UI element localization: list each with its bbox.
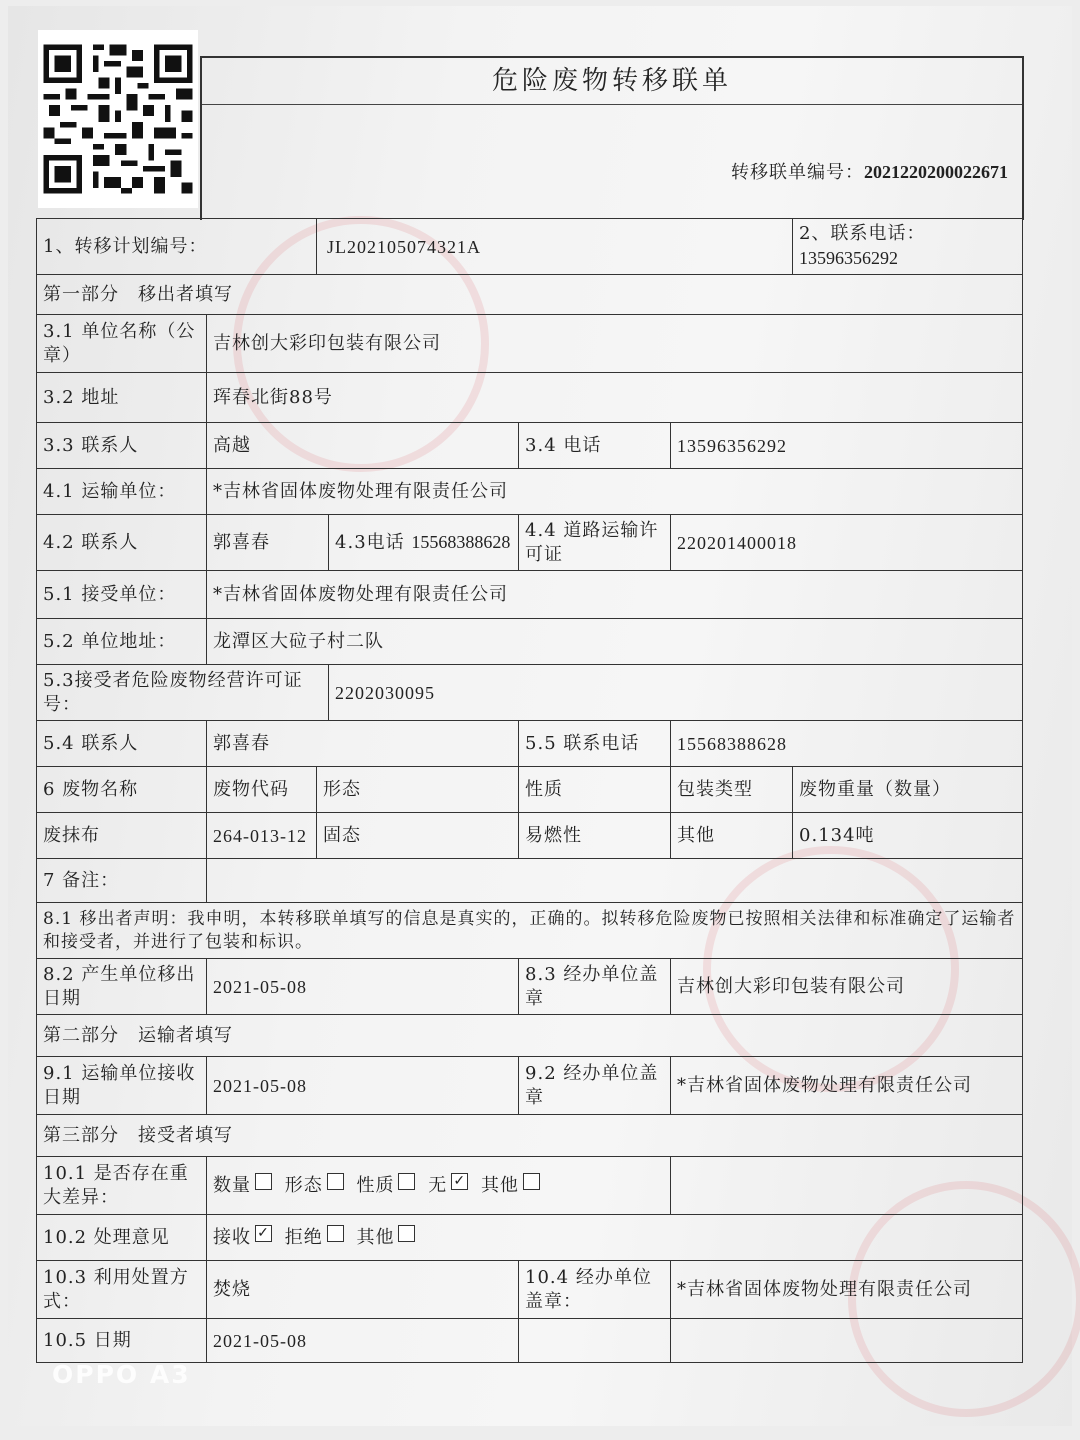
contact-phone-label: 3.4 电话 — [519, 423, 671, 469]
waste-state-header: 形态 — [317, 767, 519, 813]
option-accept-label: 接收 — [213, 1226, 251, 1248]
waste-name-header: 6 废物名称 — [37, 767, 207, 813]
unit-name-label: 3.1 单位名称（公章） — [37, 315, 207, 373]
row-10-5 — [37, 1319, 1023, 1363]
receiver-address-label: 5.2 单位地址： — [37, 619, 207, 665]
row-7 — [37, 859, 1023, 903]
receiver-phone-value: 15568388628 — [671, 721, 1023, 767]
serial-value: 2021220200022671 — [864, 162, 1008, 182]
part-2-header — [37, 1015, 1023, 1057]
row-8-1 — [37, 903, 1023, 959]
option-quantity-label: 数量 — [213, 1174, 251, 1196]
address-value: 珲春北街88号 — [207, 373, 1023, 423]
option-other-label: 其他 — [480, 1174, 519, 1196]
form-row-1 — [37, 219, 1023, 275]
option-accept-checkbox[interactable]: ✓ — [255, 1225, 272, 1242]
option-form-label: 形态 — [284, 1174, 323, 1196]
header-box — [200, 56, 1024, 220]
road-permit-label: 4.4 道路运输许可证 — [519, 515, 671, 571]
option-reject-checkbox[interactable] — [327, 1225, 344, 1242]
phone-value: 13596356292 — [799, 248, 899, 268]
disposal-method-label: 10.3 利用处置方式： — [37, 1261, 207, 1319]
opinion-label: 10.2 处理意见 — [37, 1215, 207, 1261]
address-label: 3.2 地址 — [37, 373, 207, 423]
contact-label: 3.3 联系人 — [37, 423, 207, 469]
date-label: 10.5 日期 — [37, 1319, 207, 1363]
row-3-2 — [37, 373, 1023, 423]
waste-header-row — [37, 767, 1023, 813]
row-8-2 — [37, 959, 1023, 1015]
receiver-label: 5.1 接受单位： — [37, 571, 207, 619]
receiver-contact-label: 5.4 联系人 — [37, 721, 207, 767]
serial-label: 转移联单编号： — [731, 162, 864, 183]
option-none-label: 无 — [428, 1174, 448, 1196]
option-form-checkbox[interactable] — [327, 1173, 344, 1190]
option-opinion-other-checkbox[interactable] — [398, 1225, 415, 1242]
waste-property-value: 易燃性 — [519, 813, 671, 859]
part-2-title: 第二部分 运输者填写 — [37, 1015, 1023, 1057]
opinion-options — [207, 1215, 1023, 1261]
waste-data-row — [37, 813, 1023, 859]
difference-label: 10.1 是否存在重大差异： — [37, 1157, 207, 1215]
part-1-title: 第一部分 移出者填写 — [37, 275, 1023, 315]
phone-label: 2、联系电话： — [799, 223, 926, 244]
row-5-2 — [37, 619, 1023, 665]
disposal-method-value: 焚烧 — [207, 1261, 519, 1319]
packaging-value: 其他 — [671, 813, 793, 859]
part-1-header — [37, 275, 1023, 315]
license-label: 5.3接受者危险废物经营许可证号： — [37, 665, 329, 721]
transport-unit-label: 4.1 运输单位： — [37, 469, 207, 515]
camera-watermark: OPPO A3 — [52, 1360, 191, 1389]
part-3-header — [37, 1115, 1023, 1157]
transport-receive-date-label: 9.1 运输单位接收日期 — [37, 1057, 207, 1115]
row-10-2 — [37, 1215, 1023, 1261]
row-4-2 — [37, 515, 1023, 571]
waste-weight-value: 0.134吨 — [793, 813, 1023, 859]
option-none-checkbox[interactable]: ✓ — [451, 1173, 468, 1190]
road-permit-value: 220201400018 — [671, 515, 1023, 571]
plan-number-label: 1、转移计划编号： — [37, 219, 317, 275]
option-opinion-other-label: 其他 — [356, 1226, 395, 1248]
title-divider — [202, 104, 1022, 105]
transfer-form-table — [36, 218, 1023, 1363]
option-property-checkbox[interactable] — [398, 1173, 415, 1190]
row-5-4 — [37, 721, 1023, 767]
transport-unit-value: *吉林省固体废物处理有限责任公司 — [207, 469, 1023, 515]
waste-property-header: 性质 — [519, 767, 671, 813]
remarks-value — [207, 859, 1023, 903]
row-4-1 — [37, 469, 1023, 515]
waste-weight-header: 废物重量（数量） — [793, 767, 1023, 813]
option-other-checkbox[interactable] — [523, 1173, 540, 1190]
date-value: 2021-05-08 — [207, 1319, 519, 1363]
seal-8-3-value: 吉林创大彩印包装有限公司 — [671, 959, 1023, 1015]
receiver-contact-value: 郭喜春 — [207, 721, 519, 767]
row-3-3 — [37, 423, 1023, 469]
transport-phone-value: 15568388628 — [411, 532, 511, 552]
date-empty-2 — [671, 1319, 1023, 1363]
unit-name-value: 吉林创大彩印包装有限公司 — [207, 315, 1023, 373]
document-title: 危险废物转移联单 — [491, 66, 732, 96]
option-quantity-checkbox[interactable] — [255, 1173, 272, 1190]
row-5-3 — [37, 665, 1023, 721]
difference-empty — [671, 1157, 1023, 1215]
waste-code-header: 废物代码 — [207, 767, 317, 813]
plan-number-value: JL202105074321A — [317, 219, 793, 275]
option-reject-label: 拒绝 — [284, 1226, 323, 1248]
phone-cell — [793, 219, 1023, 275]
seal-8-3-label: 8.3 经办单位盖章 — [519, 959, 671, 1015]
serial-number — [731, 158, 1008, 184]
transport-contact-label: 4.2 联系人 — [37, 515, 207, 571]
license-value: 2202030095 — [329, 665, 1023, 721]
packaging-header: 包装类型 — [671, 767, 793, 813]
waste-code-value: 264-013-12 — [207, 813, 317, 859]
qr-code — [38, 30, 198, 208]
contact-phone-value: 13596356292 — [671, 423, 1023, 469]
seal-9-2-value: *吉林省固体废物处理有限责任公司 — [671, 1057, 1023, 1115]
row-5-1 — [37, 571, 1023, 619]
difference-options — [207, 1157, 671, 1215]
row-10-3 — [37, 1261, 1023, 1319]
date-empty-1 — [519, 1319, 671, 1363]
transport-phone-label: 4.3电话 — [335, 532, 405, 553]
waste-name-value: 废抹布 — [37, 813, 207, 859]
seal-10-4-label: 10.4 经办单位盖章： — [519, 1261, 671, 1319]
receiver-phone-label: 5.5 联系电话 — [519, 721, 671, 767]
removal-date-value: 2021-05-08 — [207, 959, 519, 1015]
row-3-1 — [37, 315, 1023, 373]
seal-9-2-label: 9.2 经办单位盖章 — [519, 1057, 671, 1115]
seal-10-4-value: *吉林省固体废物处理有限责任公司 — [671, 1261, 1023, 1319]
removal-date-label: 8.2 产生单位移出日期 — [37, 959, 207, 1015]
row-10-1 — [37, 1157, 1023, 1215]
transport-receive-date-value: 2021-05-08 — [207, 1057, 519, 1115]
transport-phone-cell — [329, 515, 519, 571]
receiver-address-value: 龙潭区大砬子村二队 — [207, 619, 1023, 665]
waste-state-value: 固态 — [317, 813, 519, 859]
option-property-label: 性质 — [356, 1174, 395, 1196]
part-3-title: 第三部分 接受者填写 — [37, 1115, 1023, 1157]
transport-contact-value: 郭喜春 — [207, 515, 329, 571]
receiver-value: *吉林省固体废物处理有限责任公司 — [207, 571, 1023, 619]
declaration-text: 8.1 移出者声明：我申明，本转移联单填写的信息是真实的，正确的。拟转移危险废物已按照相关法律和标准确定了运输者和接受者，并进行了包装和标识。 — [37, 903, 1023, 959]
row-9-1 — [37, 1057, 1023, 1115]
contact-value: 高越 — [207, 423, 519, 469]
remarks-label: 7 备注： — [37, 859, 207, 903]
